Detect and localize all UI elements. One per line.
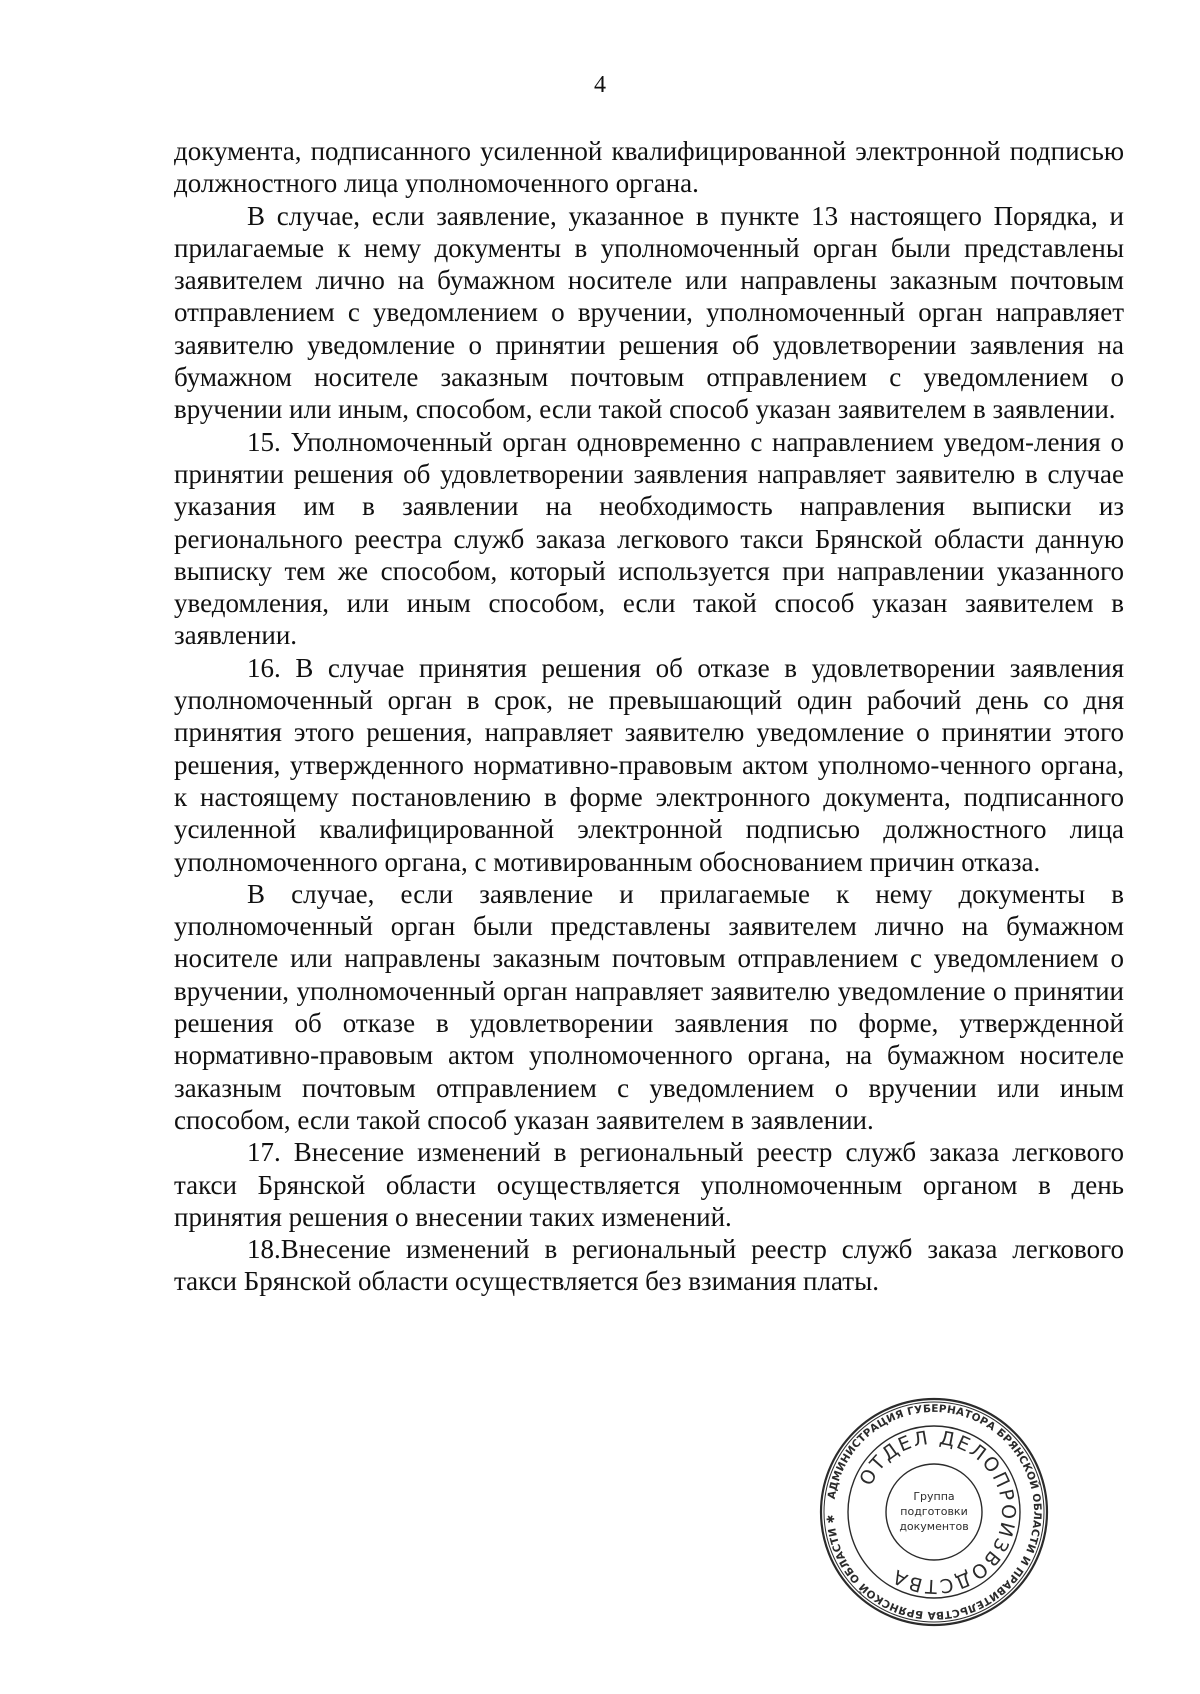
paragraph-refusal-paper: В случае, если заявление и прилагаемые к нему документы в уполномоченный орган были представлены заявителем лично на бумажном носителе или направлены заказным почтовым отправлением с уведомлением о вручении, уполномоченный орган направляет заявителю уведомление о принятии решения об отказе в удовлетворении заявления по форме, утвержденной нормативно-правовым актом уполномоченного органа, на бумажном носителе заказным почтовым отправлением с уведомлением о вручении или иным способом, если такой способ указан заявителем в заявлении. — [174, 878, 1124, 1135]
stamp-inner-ring-text: ОТДЕЛ ДЕЛОПРОИЗВОДСТВА — [855, 1426, 1020, 1598]
stamp-center-line-1: Группа — [913, 1490, 955, 1503]
office-stamp — [818, 1396, 1050, 1628]
paragraph-15: 15. Уполномоченный орган одновременно с направлением уведом-ления о принятии решения об удовлетворении заявления направляет заявителю в случае указания им в заявлении на необходимость направления выписки из регионального реестра служб заказа легкового такси Брянской области данную выписку тем же способом, который используется при направлении указанного уведомления, или иным способом, если такой способ указан заявителем в заявлении. — [174, 426, 1124, 651]
stamp-center-line-2: подготовки — [900, 1505, 968, 1518]
paragraph-paper-notification: В случае, если заявление, указанное в пункте 13 настоящего Порядка, и прилагаемые к нему документы в уполномоченный орган были представлены заявителем лично на бумажном носителе или направлены заказным почтовым отправлением с уведомлением о вручении, уполномоченный орган направляет заявителю уведомление о принятии решения об удовлетворении заявления на бумажном носителе заказным почтовым отправлением с уведомлением о вручении или иным, способом, если такой способ указан заявителем в заявлении. — [174, 200, 1124, 425]
paragraph-16: 16. В случае принятия решения об отказе в удовлетворении заявления уполномоченный орган в срок, не превышающий один рабочий день со дня принятия этого решения, направляет заявителю уведомление о принятии этого решения, утвержденного нормативно-правовым актом уполномо-ченного органа, к настоящему постановлению в форме электронного документа, подписанного усиленной квалифицированной электронной подписью должностного лица уполномоченного органа, с мотивированным обоснованием причин отказа. — [174, 652, 1124, 877]
stamp-outer-ring-text: АДМИНИСТРАЦИЯ ГУБЕРНАТОРА БРЯНСКОЙ ОБЛАСТИ И ПРАВИТЕЛЬСТВА БРЯНСКОЙ ОБЛАСТИ ✱ — [824, 1402, 1044, 1622]
page-number: 4 — [594, 72, 606, 98]
paragraph-18: 18.Внесение изменений в региональный реестр служб заказа легкового такси Брянской области осуществляется без взимания платы. — [174, 1234, 1124, 1297]
paragraph-17: 17. Внесение изменений в региональный реестр служб заказа легкового такси Брянской области осуществляется уполномоченным органом в день принятия решения о внесении таких изменений. — [174, 1137, 1124, 1232]
document-body — [174, 135, 1124, 1298]
stamp-center-line-3: документов — [899, 1520, 969, 1533]
paragraph-continuation: документа, подписанного усиленной квалифицированной электронной подписью должностного лица уполномоченного органа. — [174, 136, 1124, 199]
